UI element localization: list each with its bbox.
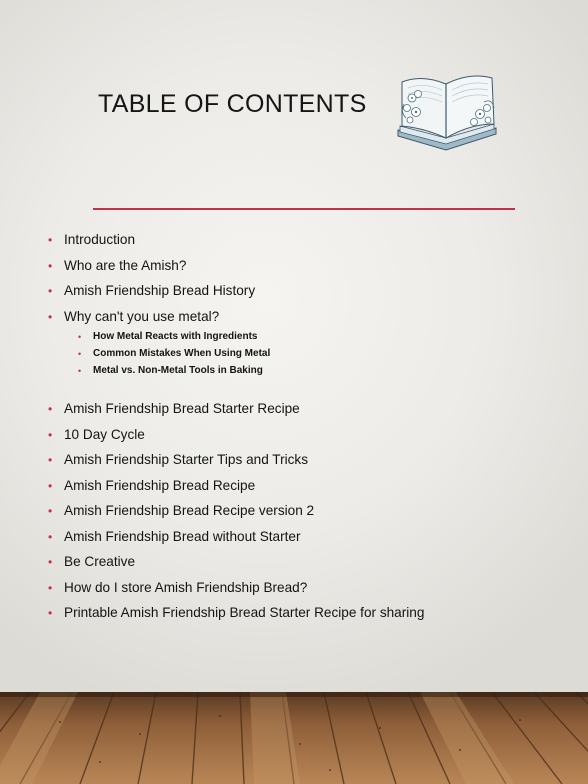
toc-item[interactable] <box>48 256 548 282</box>
bullet-icon: • <box>48 427 53 442</box>
toc-item[interactable] <box>48 476 548 502</box>
toc-item-label: Amish Friendship Bread Recipe <box>64 477 256 493</box>
bullet-icon: • <box>48 555 53 570</box>
bullet-icon: • <box>48 606 53 621</box>
toc-item-label: Printable Amish Friendship Bread Starter Recipe for sharing <box>64 605 425 621</box>
toc-subitem-label: Common Mistakes When Using Metal <box>93 347 271 359</box>
toc-subitem[interactable] <box>78 330 548 347</box>
toc-item-label: Amish Friendship Bread Starter Recipe <box>64 401 300 417</box>
toc-item-label: Why can't you use metal? <box>64 308 220 324</box>
toc-item-label: Be Creative <box>64 554 136 570</box>
toc-subitem-label: Metal vs. Non-Metal Tools in Baking <box>93 365 263 377</box>
toc-item-label: Amish Friendship Starter Tips and Tricks <box>64 452 309 468</box>
toc-item[interactable] <box>48 399 548 425</box>
title-divider <box>93 208 515 210</box>
toc-item-label: Who are the Amish? <box>64 257 187 273</box>
toc-item[interactable] <box>48 578 548 604</box>
bullet-icon: • <box>78 348 82 359</box>
toc-item-label: 10 Day Cycle <box>64 426 145 442</box>
bullet-icon: • <box>78 366 82 377</box>
toc-item[interactable] <box>48 552 548 578</box>
toc-item[interactable] <box>48 450 548 476</box>
bullet-icon: • <box>48 529 53 544</box>
bullet-icon: • <box>48 453 53 468</box>
toc-item-label: Amish Friendship Bread History <box>64 283 256 298</box>
toc-item[interactable] <box>48 527 548 553</box>
toc-list <box>48 230 548 629</box>
bullet-icon: • <box>48 233 53 247</box>
toc-item-label: Amish Friendship Bread Recipe version 2 <box>64 503 315 519</box>
bullet-icon: • <box>48 504 53 519</box>
toc-item-label: Amish Friendship Bread without Starter <box>64 528 301 544</box>
bullet-icon: • <box>48 580 53 595</box>
toc-item[interactable] <box>48 501 548 527</box>
toc-item[interactable] <box>48 425 548 451</box>
toc-subitem[interactable] <box>78 364 548 381</box>
toc-subitem[interactable] <box>78 347 548 364</box>
bullet-icon: • <box>48 258 53 273</box>
bullet-icon: • <box>48 402 53 417</box>
toc-sublist <box>78 330 548 382</box>
wood-floor-image <box>0 692 588 784</box>
toc-item-label: How do I store Amish Friendship Bread? <box>64 579 308 595</box>
bullet-icon: • <box>48 284 53 298</box>
toc-item[interactable] <box>48 281 548 307</box>
bullet-icon: • <box>78 331 82 342</box>
bullet-icon: • <box>48 478 53 493</box>
toc-item[interactable] <box>48 307 548 382</box>
toc-item[interactable] <box>48 603 548 629</box>
page-title: TABLE OF CONTENTS <box>98 90 367 118</box>
bullet-icon: • <box>48 309 53 324</box>
open-book-image <box>392 68 502 154</box>
toc-item-label: Introduction <box>64 232 136 247</box>
toc-subitem-label: How Metal Reacts with Ingredients <box>93 330 258 342</box>
toc-item[interactable] <box>48 230 548 256</box>
